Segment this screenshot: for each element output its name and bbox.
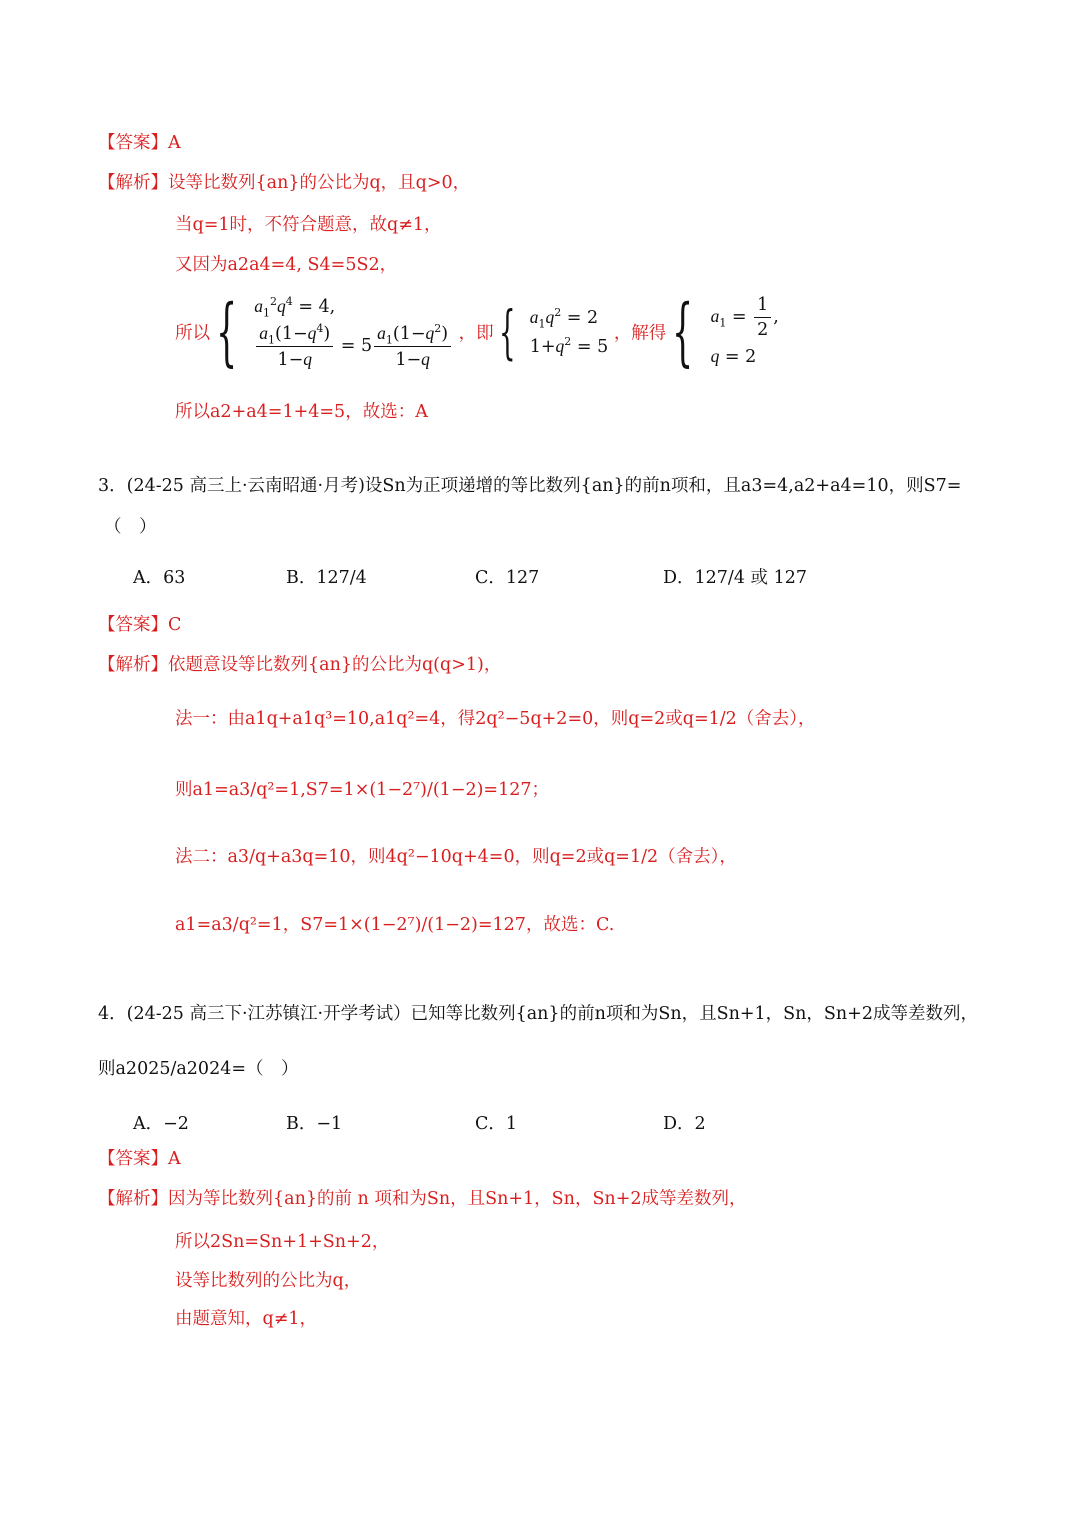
q4-option-b: [286, 1110, 342, 1135]
q3-method2-result: a1=a3/q²=1，S7=1×(1−2⁷)/(1−2)=127，故选：C.: [175, 915, 615, 935]
q3-option-a: [133, 564, 185, 589]
q4-stem2: 则a2025/a2024=（ ）: [98, 1059, 299, 1079]
option-label: D．: [663, 568, 695, 588]
q2-step1: 设等比数列{an}的公比为q，且q>0，: [168, 173, 471, 193]
q2-step2: 当q=1时，不符合题意，故q≠1，: [175, 215, 442, 235]
option-label: D．: [663, 1114, 695, 1134]
left-brace-1: {: [215, 289, 237, 375]
q3-option-d: [663, 564, 807, 589]
option-label: A．: [133, 568, 164, 588]
q3-analysis-line: [98, 653, 501, 677]
option-text: 127/4: [316, 568, 367, 588]
equation-system-2: $a_1q^2 = 2$ $1+q^2 = 5$: [529, 306, 609, 357]
q3-answer-line: [98, 613, 181, 637]
q4-step1: 因为等比数列{an}的前 n 项和为Sn，且Sn+1，Sn，Sn+2成等差数列，: [168, 1189, 747, 1209]
option-label: A．: [133, 1114, 164, 1134]
q2-system-line: [175, 289, 779, 375]
q2-step3: 又因为a2a4=4, S4=5S2，: [175, 255, 398, 275]
q3-option-b: [286, 564, 367, 589]
q4-option-d: [663, 1110, 706, 1135]
option-label: B．: [286, 568, 317, 588]
q3-method2: 法二：a3/q+a3q=10，则4q²−10q+4=0，则q=2或q=1/2（舍去），: [175, 847, 737, 867]
option-label: C．: [475, 1114, 506, 1134]
answer-value: A: [168, 1149, 181, 1169]
left-brace-2: {: [499, 298, 516, 366]
q3-blank: （ ）: [104, 517, 157, 537]
option-text: 1: [505, 1114, 518, 1134]
option-label: C．: [475, 568, 506, 588]
q2-analysis-line: [98, 171, 470, 195]
option-label: B．: [286, 1114, 317, 1134]
q2-step4-sep2: ，解得: [613, 323, 667, 344]
q2-step4-sep1: ，即: [458, 323, 494, 344]
q2-step5: 所以a2+a4=1+4=5，故选：A: [175, 402, 428, 422]
q3-method1-result: 则a1=a3/q²=1,S7=1×(1−2⁷)/(1−2)=127；: [175, 780, 550, 800]
equation-system-1: $a_1^2q^4 = 4$, $\frac{a_1(1-q^4)}{1-q}$ = 5 $\frac{a_1(1-q^2)}{1-q}$: [254, 292, 453, 372]
analysis-label: 【解析】: [98, 173, 168, 193]
left-brace-3: {: [671, 289, 694, 375]
q3-method1: 法一：由a1q+a1q³=10,a1q²=4，得2q²−5q+2=0，则q=2或q=1/2（舍去），: [175, 709, 816, 729]
q2-answer-line: [98, 131, 181, 155]
option-text: 63: [163, 568, 186, 588]
analysis-label: 【解析】: [98, 655, 168, 675]
q4-answer-line: [98, 1147, 181, 1171]
q3-option-c: [475, 564, 539, 589]
answer-label: 【答案】: [98, 1149, 168, 1169]
q2-step4-prefix: 所以: [175, 323, 210, 344]
q4-option-c: [475, 1110, 517, 1135]
q4-step3: 设等比数列的公比为q，: [175, 1271, 362, 1291]
option-text: −1: [316, 1114, 343, 1134]
answer-label: 【答案】: [98, 133, 168, 153]
option-text: 2: [694, 1114, 706, 1134]
q4-step4: 由题意知，q≠1，: [175, 1309, 317, 1329]
equation-system-3: $a_1$ = $\frac{1}{2}$ , q = 2: [710, 295, 779, 367]
option-text: 127/4 或 127: [694, 568, 807, 588]
option-text: −2: [163, 1114, 189, 1134]
q3-stem: 3．(24-25 高三上·云南昭通·月考)设Sn为正项递增的等比数列{an}的前n项和，且a3=4,a2+a4=10，则S7=: [98, 476, 962, 496]
analysis-label: 【解析】: [98, 1189, 168, 1209]
q3-intro: 依题意设等比数列{an}的公比为q(q>1)，: [168, 655, 502, 675]
q4-analysis-line: [98, 1187, 747, 1211]
q4-stem: 4．(24-25 高三下·江苏镇江·开学考试）已知等比数列{an}的前n项和为Sn，且Sn+1，Sn，Sn+2成等差数列，: [98, 1004, 978, 1024]
option-text: 127: [505, 568, 540, 588]
q4-step2: 所以2Sn=Sn+1+Sn+2，: [175, 1232, 390, 1252]
answer-value: A: [168, 133, 181, 153]
answer-label: 【答案】: [98, 615, 168, 635]
q4-option-a: [133, 1110, 189, 1135]
answer-value: C: [168, 615, 182, 635]
